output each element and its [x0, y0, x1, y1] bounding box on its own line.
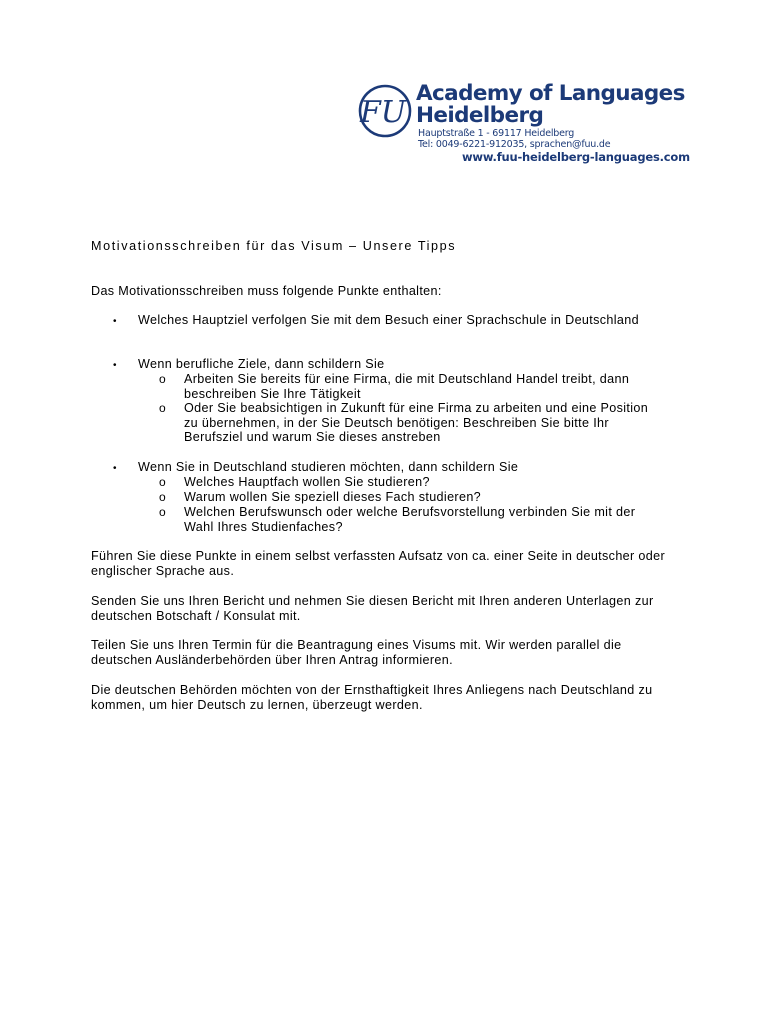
paragraph-send-report: Senden Sie uns Ihren Bericht und nehmen Sie diesen Bericht mit Ihren anderen Unterlagen zur deutschen Botschaft / Konsulat mit. — [91, 594, 654, 623]
sub-bullet-marker: o — [159, 401, 167, 415]
paragraph-authorities: Die deutschen Behörden möchten von der Ernsthaftigkeit Ihres Anliegens nach Deutschland zu kommen, um hier Deutsch zu lernen, überzeugt werden. — [91, 683, 653, 712]
bullet-marker: • — [113, 463, 117, 474]
sub-bullet-marker: o — [159, 490, 167, 504]
sub-bullet-marker: o — [159, 475, 167, 489]
sub-item-current-job: Arbeiten Sie bereits für eine Firma, die mit Deutschland Handel treibt, dann beschreiben Sie Ihre Tätigkeit — [184, 372, 630, 401]
bullet-item-career-goals: Wenn berufliche Ziele, dann schildern Sie — [138, 357, 385, 371]
paragraph-essay: Führen Sie diese Punkte in einem selbst verfassten Aufsatz von ca. einer Seite in deutscher oder englischer Sprache aus. — [91, 549, 666, 578]
fu-monogram-icon — [358, 84, 412, 138]
logo-address: Hauptstraße 1 - 69117 Heidelberg — [418, 128, 575, 139]
logo-name-line1: Academy of Languages — [416, 81, 685, 106]
logo-website: www.fuu-heidelberg-languages.com — [462, 150, 690, 164]
logo-name — [416, 83, 685, 127]
academy-logo — [358, 81, 690, 172]
paragraph-appointment: Teilen Sie uns Ihren Termin für die Beantragung eines Visums mit. Wir werden parallel die deutschen Ausländerbehörden über Ihren Antrag informieren. — [91, 638, 622, 667]
bullet-marker: • — [113, 316, 117, 327]
sub-item-major: Welches Hauptfach wollen Sie studieren? — [184, 475, 430, 489]
logo-monogram-text: FU — [359, 95, 407, 130]
bullet-item-main-goal: Welches Hauptziel verfolgen Sie mit dem Besuch einer Sprachschule in Deutschland — [138, 313, 639, 327]
bullet-item-study: Wenn Sie in Deutschland studieren möchten, dann schildern Sie — [138, 460, 519, 474]
sub-item-why-subject: Warum wollen Sie speziell dieses Fach studieren? — [184, 490, 482, 504]
sub-bullet-marker: o — [159, 505, 167, 519]
sub-bullet-marker: o — [159, 372, 167, 386]
logo-name-line2: Heidelberg — [416, 103, 544, 128]
sub-item-career-wish: Welchen Berufswunsch oder welche Berufsvorstellung verbinden Sie mit der Wahl Ihres Studienfaches? — [184, 505, 636, 534]
bullet-marker: • — [113, 360, 117, 371]
sub-item-future-job: Oder Sie beabsichtigen in Zukunft für eine Firma zu arbeiten und eine Position zu übernehmen, in der Sie Deutsch benötigen: Beschreiben Sie bitte Ihr Berufsziel und warum Sie dieses anstreben — [184, 401, 649, 445]
document-title: Motivationsschreiben für das Visum – Unsere Tipps — [91, 239, 457, 253]
intro-text: Das Motivationsschreiben muss folgende Punkte enthalten: — [91, 284, 442, 298]
logo-contact: Tel: 0049-6221-912035, sprachen@fuu.de — [418, 139, 611, 150]
